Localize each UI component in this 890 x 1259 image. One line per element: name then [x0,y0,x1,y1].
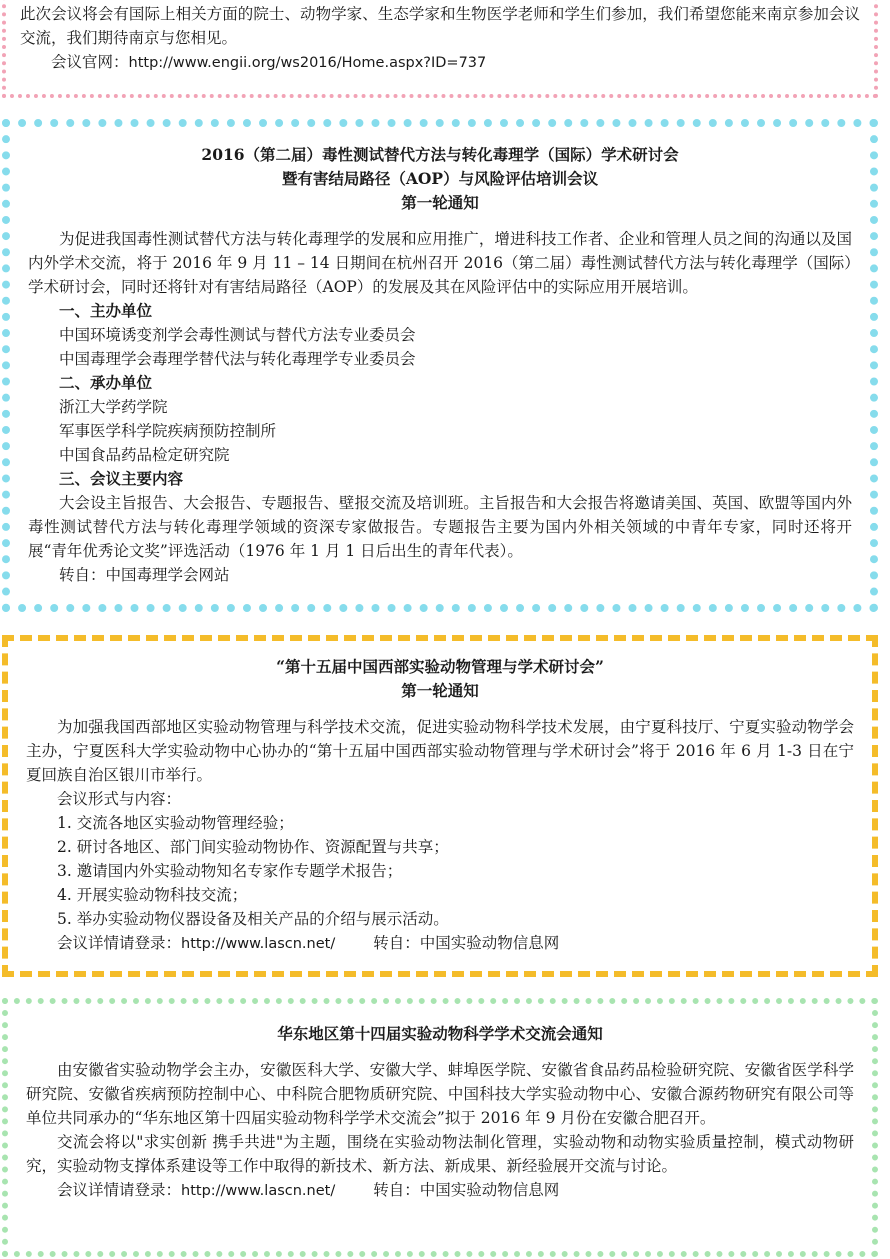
notice-title-line-3: 第一轮通知 [401,193,479,212]
format-label: 会议形式与内容： [57,790,182,808]
notice-title-line-1: 2016（第二届）毒性测试替代方法与转化毒理学（国际）学术研讨会 [201,145,679,164]
organizer-item: 浙江大学药学院 [59,398,168,416]
list-item: 2. 研讨各地区、部门间实验动物协作、资源配置与共享； [57,838,449,856]
content-paragraph: 大会设主旨报告、大会报告、专题报告、壁报交流及培训班。主旨报告和大会报告将邀请美国、英国、欧盟等国内外毒性测试替代方法与转化毒理学领域的资深专家做报告。专题报告主要为国内外相关领域的中青年专家，同时还将开展“青年优秀论文奖”评选活动（1976 年 1 月 1 日后出生的青年代表）。 [28,494,852,560]
notice-title: 华东地区第十四届实验动物科学学术交流会通知 [277,1024,603,1043]
notice-box-east-china [2,998,878,1257]
detail-line [26,931,854,956]
notice-title-line-1: “第十五届中国西部实验动物管理与学术研讨会” [276,657,604,676]
source-text: 转自：中国实验动物信息网 [373,934,560,952]
list-item: 5. 举办实验动物仪器设备及相关产品的介绍与展示活动。 [57,910,449,928]
detail-line [26,1178,854,1203]
section-heading-organizers: 二、承办单位 [59,373,153,392]
notice-title-line-2: 第一轮通知 [401,681,479,700]
notice-title-line-2: 暨有害结局路径（AOP）与风险评估培训会议 [281,169,599,188]
site-link[interactable]: http://www.engii.org/ws2016/Home.aspx?ID=737 [128,55,487,71]
nanjing-paragraph: 此次会议将会有国际上相关方面的院士、动物学家、生态学家和生物医学老师和学生们参加，我们希望您能来南京参加会议交流，我们期待南京与您相见。 [20,5,860,47]
organizer-item: 军事医学科学院疾病预防控制所 [59,422,277,440]
detail-label: 会议详情请登录： [57,934,182,952]
intro-paragraph: 为促进我国毒性测试替代方法与转化毒理学的发展和应用推广，增进科技工作者、企业和管理人员之间的沟通以及国内外学术交流，将于 2016 年 9 月 11 – 14 日期间在杭州召开 2016（第二届）毒性测试替代方法与转化毒理学（国际）学术研讨会，同时还将针对有害结局路径（AOP）的发展及其在风险评估中的实际应用开展培训。 [28,230,852,296]
intro-paragraph: 由安徽省实验动物学会主办，安徽医科大学、安徽大学、蚌埠医学院、安徽省食品药品检验研究院、安徽省医学科学研究院、安徽省疾病预防控制中心、中科院合肥物质研究院、中国科技大学实验动物中心、安徽合源药物研究有限公司等单位共同承办的“华东地区第十四届实验动物科学学术交流会”拟于 2016 年 9 月份在安徽合肥召开。 [26,1061,854,1127]
source-line: 转自：中国毒理学会网站 [59,566,230,584]
nanjing-site-line [20,50,860,75]
theme-paragraph: 交流会将以"求实创新 携手共进"为主题，围绕在实验动物法制化管理，实验动物和动物实验质量控制，模式动物研究，实验动物支撑体系建设等工作中取得的新技术、新方法、新成果、新经验展开交流与讨论。 [26,1133,854,1175]
list-item: 4. 开展实验动物科技交流； [57,886,248,904]
detail-label: 会议详情请登录： [57,1181,182,1199]
host-item: 中国毒理学会毒理学替代法与转化毒理学专业委员会 [59,350,416,368]
notice-box-western-conference [2,635,878,977]
list-item: 3. 邀请国内外实验动物知名专家作专题学术报告； [57,862,403,880]
notice-box-toxicology [2,119,878,612]
detail-link[interactable]: http://www.lascn.net/ [181,1183,336,1199]
host-item: 中国环境诱变剂学会毒性测试与替代方法专业委员会 [59,326,416,344]
detail-link[interactable]: http://www.lascn.net/ [181,936,336,952]
source-text: 转自：中国实验动物信息网 [373,1181,560,1199]
section-heading-content: 三、会议主要内容 [59,469,184,488]
section-heading-hosts: 一、主办单位 [59,301,153,320]
notice-box-nanjing [2,0,878,98]
organizer-item: 中国食品药品检定研究院 [59,446,230,464]
intro-paragraph: 为加强我国西部地区实验动物管理与科学技术交流，促进实验动物科学技术发展，由宁夏科技厅、宁夏实验动物学会主办，宁夏医科大学实验动物中心协办的“第十五届中国西部实验动物管理与学术研讨会”将于 2016 年 6 月 1-3 日在宁夏回族自治区银川市举行。 [26,718,854,784]
site-label: 会议官网： [51,53,129,71]
list-item: 1. 交流各地区实验动物管理经验； [57,814,294,832]
